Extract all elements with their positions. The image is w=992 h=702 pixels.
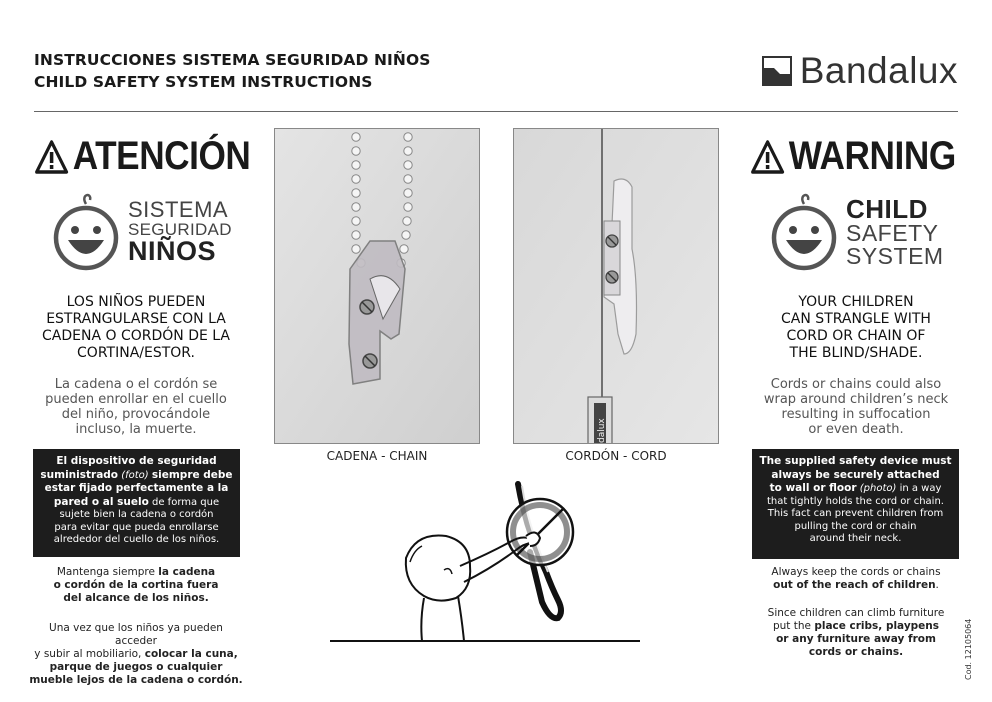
child-face-icon bbox=[770, 192, 838, 272]
badge-text bbox=[128, 199, 232, 265]
lead-line: THE BLIND/SHADE. bbox=[789, 345, 923, 361]
detail-line: wrap around children’s neck bbox=[763, 392, 949, 407]
box-text: para evitar que pueda enrollarse bbox=[54, 521, 219, 533]
keep-text: out of the reach of children bbox=[773, 579, 936, 591]
lead-line: LOS NIÑOS PUEDEN bbox=[66, 294, 206, 310]
detail-line: del niño, provocándole bbox=[61, 407, 211, 422]
detail-line: resulting in suffocation bbox=[781, 407, 931, 422]
detail-line: La cadena o el cordón se bbox=[54, 377, 218, 392]
lead-line: CORD OR CHAIN OF bbox=[786, 328, 926, 344]
warning-triangle-icon bbox=[34, 139, 69, 175]
box-text: This fact can prevent children from bbox=[767, 508, 944, 519]
cord-tassel-label: dalux bbox=[597, 418, 607, 443]
badge-line-3: SYSTEM bbox=[846, 243, 944, 269]
keep-text: o cordón de la cortina fuera bbox=[53, 579, 219, 591]
keep-away-en bbox=[748, 566, 964, 592]
caption-chain: CADENA - CHAIN bbox=[326, 449, 428, 463]
badge-line-1: CHILD bbox=[846, 194, 928, 224]
bandalux-mark-icon bbox=[762, 56, 792, 86]
box-text: The supplied safety device must bbox=[759, 455, 952, 467]
detail-line: incluso, la muerte. bbox=[75, 422, 197, 437]
climb-text: mueble lejos de la cadena o cordón. bbox=[29, 674, 243, 686]
heading-warning bbox=[750, 134, 956, 179]
climb-text: colocar la cuna, bbox=[144, 648, 238, 660]
keep-text: la cadena bbox=[158, 566, 216, 578]
warning-triangle-icon bbox=[750, 139, 785, 175]
detail-line: Cords or chains could also bbox=[770, 377, 942, 392]
photo-cord-device bbox=[513, 128, 719, 444]
header-divider bbox=[34, 111, 958, 112]
lead-line: YOUR CHILDREN bbox=[798, 294, 914, 310]
box-text: pared o al suelo bbox=[53, 495, 149, 508]
keep-text: Always keep the cords or chains bbox=[771, 566, 941, 578]
brand-logo bbox=[762, 50, 958, 92]
warning-lead-en bbox=[746, 294, 966, 362]
keep-text: . bbox=[935, 579, 939, 591]
warning-lead-es bbox=[28, 294, 244, 362]
lead-line: ESTRANGULARSE CON LA bbox=[46, 311, 226, 327]
climb-text: place cribs, playpens bbox=[814, 620, 940, 632]
box-text: alrededor del cuello de los niños. bbox=[53, 534, 220, 545]
detail-line: or even death. bbox=[808, 422, 904, 437]
box-text: always be securely attached bbox=[771, 468, 940, 481]
badge-sistema-seguridad bbox=[52, 192, 232, 272]
heading-atencion bbox=[34, 134, 250, 179]
child-reaching-cord-illustration bbox=[320, 480, 650, 675]
child-face-icon bbox=[52, 192, 120, 272]
badge-line-2: SEGURIDAD bbox=[128, 220, 232, 239]
box-text: suministrado bbox=[40, 468, 119, 481]
photo-chain-device bbox=[274, 128, 480, 444]
lead-line: CORTINA/ESTOR. bbox=[77, 345, 195, 361]
lead-line: CADENA O CORDÓN DE LA bbox=[42, 328, 230, 344]
box-text: de forma que bbox=[152, 496, 220, 508]
heading-warning-text: WARNING bbox=[788, 134, 956, 178]
keep-away-es bbox=[30, 566, 242, 605]
header-title-es: INSTRUCCIONES SISTEMA SEGURIDAD NIÑOS bbox=[34, 51, 431, 69]
box-text: to wall or floor bbox=[769, 482, 857, 494]
box-text: around their neck. bbox=[809, 533, 902, 544]
climb-text: parque de juegos o cualquier bbox=[49, 661, 223, 673]
badge-line-3: NIÑOS bbox=[128, 236, 217, 266]
badge-text bbox=[846, 196, 944, 268]
climb-text: y subir al mobiliario, bbox=[34, 648, 142, 660]
header-title-en: CHILD SAFETY SYSTEM INSTRUCTIONS bbox=[34, 73, 373, 91]
box-text: pulling the cord or chain bbox=[794, 520, 917, 532]
furniture-notice-es bbox=[28, 622, 244, 687]
climb-text: Since children can climb furniture bbox=[767, 607, 945, 619]
safety-device-box-es bbox=[33, 449, 240, 557]
box-text: (foto) bbox=[121, 469, 149, 481]
badge-child-safety bbox=[770, 192, 944, 272]
keep-text: del alcance de los niños. bbox=[63, 592, 209, 604]
box-text: sujete bien la cadena o cordón bbox=[59, 509, 214, 520]
safety-device-box-en bbox=[752, 449, 959, 559]
box-text: in a way bbox=[899, 483, 942, 494]
brand-name: Bandalux bbox=[799, 50, 958, 91]
heading-atencion-text: ATENCIÓN bbox=[72, 134, 251, 178]
furniture-notice-en bbox=[748, 607, 964, 659]
warning-detail-es bbox=[36, 377, 236, 437]
box-text: El dispositivo de seguridad bbox=[56, 455, 217, 467]
climb-text: put the bbox=[772, 620, 811, 632]
climb-text: or any furniture away from bbox=[776, 633, 936, 645]
detail-line: pueden enrollar en el cuello bbox=[45, 392, 227, 407]
badge-line-2: SAFETY bbox=[846, 220, 939, 246]
climb-text: cords or chains. bbox=[808, 646, 904, 658]
box-text: (photo) bbox=[859, 483, 897, 494]
keep-text: Mantenga siempre bbox=[56, 566, 155, 578]
badge-line-1: SISTEMA bbox=[128, 197, 229, 222]
caption-cord: CORDÓN - CORD bbox=[565, 449, 667, 463]
box-text: estar fijado perfectamente a la bbox=[44, 482, 229, 494]
box-text: siempre debe bbox=[151, 468, 233, 481]
box-text: that tightly holds the cord or chain. bbox=[767, 495, 944, 507]
warning-detail-en bbox=[746, 377, 966, 437]
product-code: Cod. 12105064 bbox=[964, 618, 973, 680]
lead-line: CAN STRANGLE WITH bbox=[781, 311, 931, 327]
header-title bbox=[34, 49, 431, 93]
climb-text: Una vez que los niños ya pueden acceder bbox=[49, 622, 223, 647]
